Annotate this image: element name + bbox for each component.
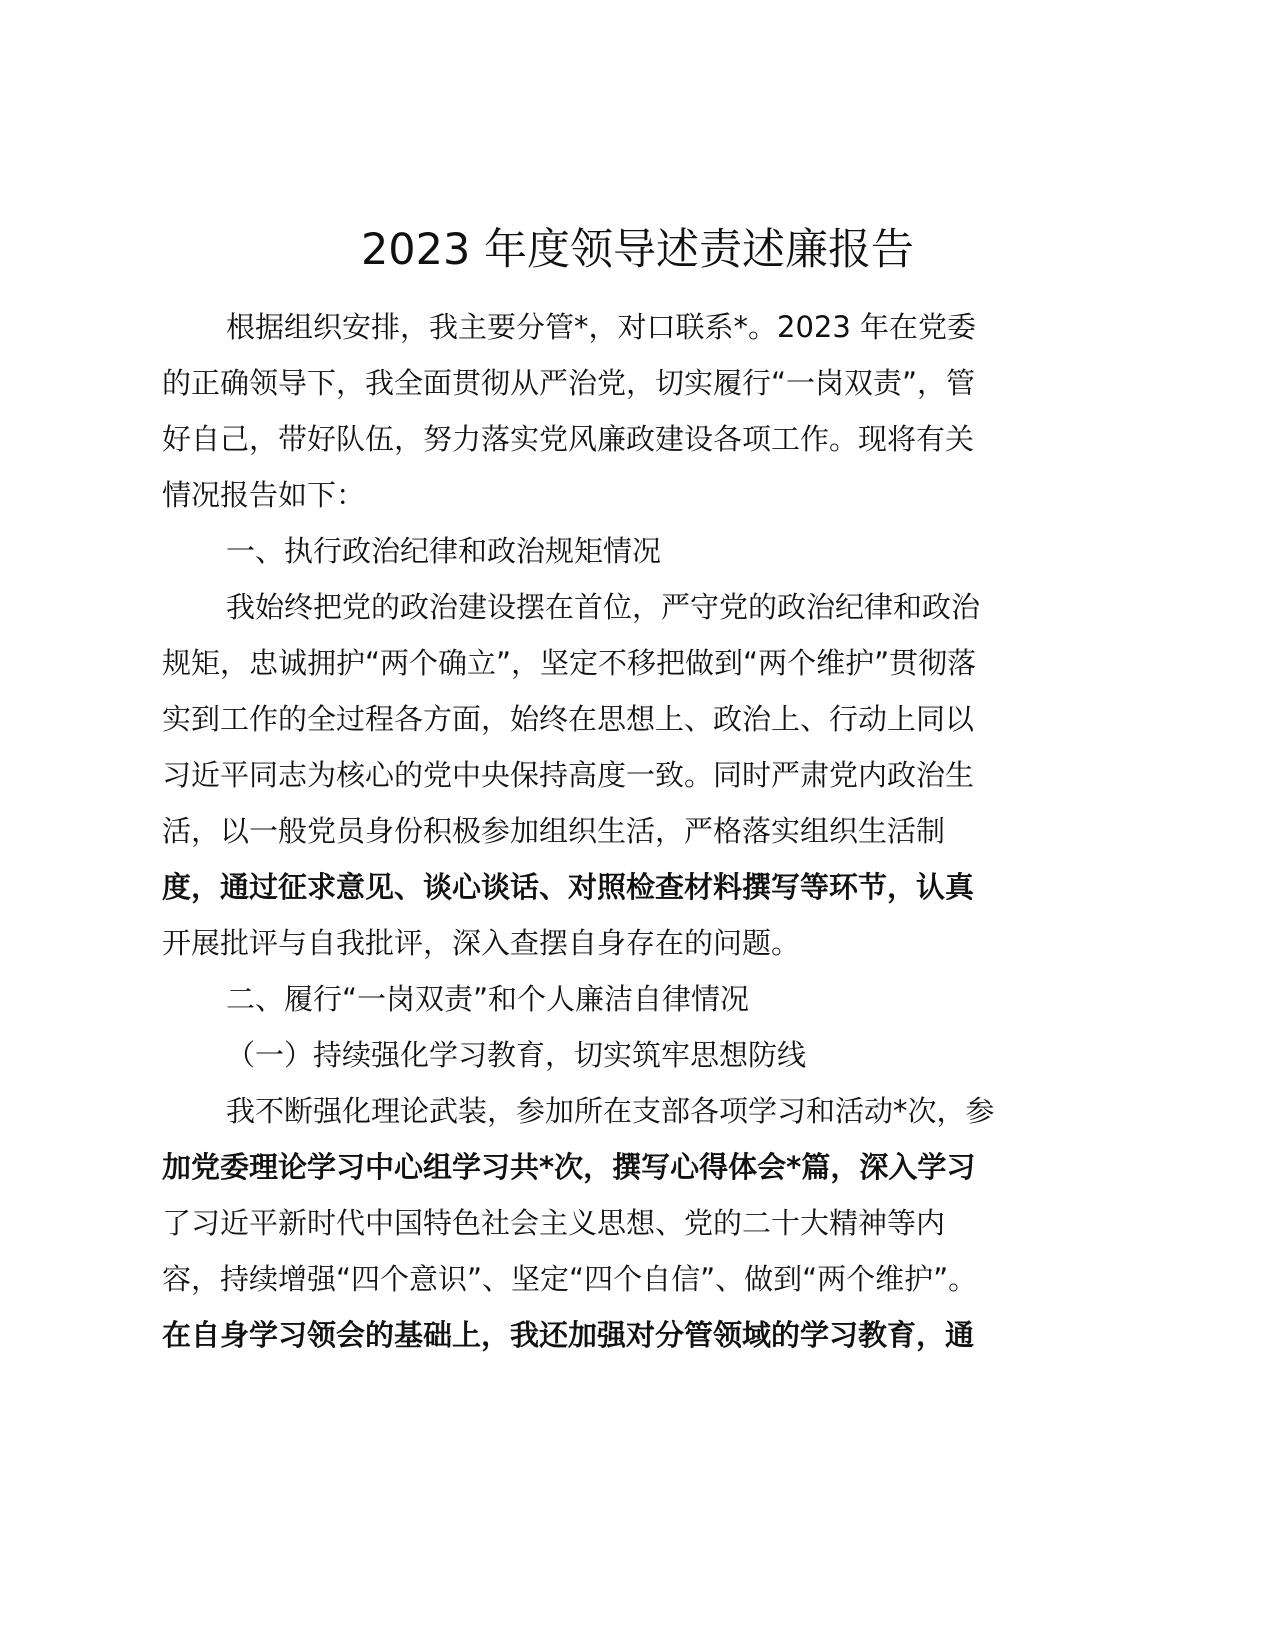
- text-line: 我不断强化理论武装，参加所在支部各项学习和活动*次，参: [226, 1094, 995, 1128]
- text-line: 实到工作的全过程各方面，始终在思想上、政治上、行动上同以: [162, 702, 975, 736]
- text-line: 好自己，带好队伍，努力落实党风廉政建设各项工作。现将有关: [162, 422, 975, 456]
- text-line: 的正确领导下，我全面贯彻从严治党，切实履行“一岗双责”，管: [162, 366, 976, 400]
- text-line: 加党委理论学习中心组学习共*次，撰写心得体会*篇，深入学习: [162, 1150, 976, 1184]
- section-heading: 二、履行“一岗双责”和个人廉洁自律情况: [226, 982, 750, 1016]
- text-line: 活，以一般党员身份积极参加组织生活，严格落实组织生活制: [162, 814, 946, 848]
- text-line: 了习近平新时代中国特色社会主义思想、党的二十大精神等内: [162, 1206, 946, 1240]
- text-line: 习近平同志为核心的党中央保持高度一致。同时严肃党内政治生: [162, 758, 975, 792]
- text-line: 容，持续增强“四个意识”、坚定“四个自信”、做到“两个维护”。: [162, 1262, 978, 1296]
- text-line: 在自身学习领会的基础上，我还加强对分管领域的学习教育，通: [162, 1318, 975, 1352]
- section-heading: 一、执行政治纪律和政治规矩情况: [226, 534, 662, 568]
- text-line: 情况报告如下：: [162, 478, 366, 512]
- text-line: 我始终把党的政治建设摆在首位，严守党的政治纪律和政治: [226, 590, 981, 624]
- text-line: 规矩，忠诚拥护“两个确立”，坚定不移把做到“两个维护”贯彻落: [162, 646, 977, 680]
- subsection-heading: （一）持续强化学习教育，切实筑牢思想防线: [226, 1038, 807, 1072]
- text-line: 度，通过征求意见、谈心谈话、对照检查材料撰写等环节，认真: [162, 870, 975, 904]
- document-title: 2023 年度领导述责述廉报告: [360, 225, 915, 275]
- text-line: 开展批评与自我批评，深入查摆自身存在的问题。: [162, 926, 801, 960]
- text-line: 根据组织安排，我主要分管*，对口联系*。2023 年在党委: [226, 310, 977, 344]
